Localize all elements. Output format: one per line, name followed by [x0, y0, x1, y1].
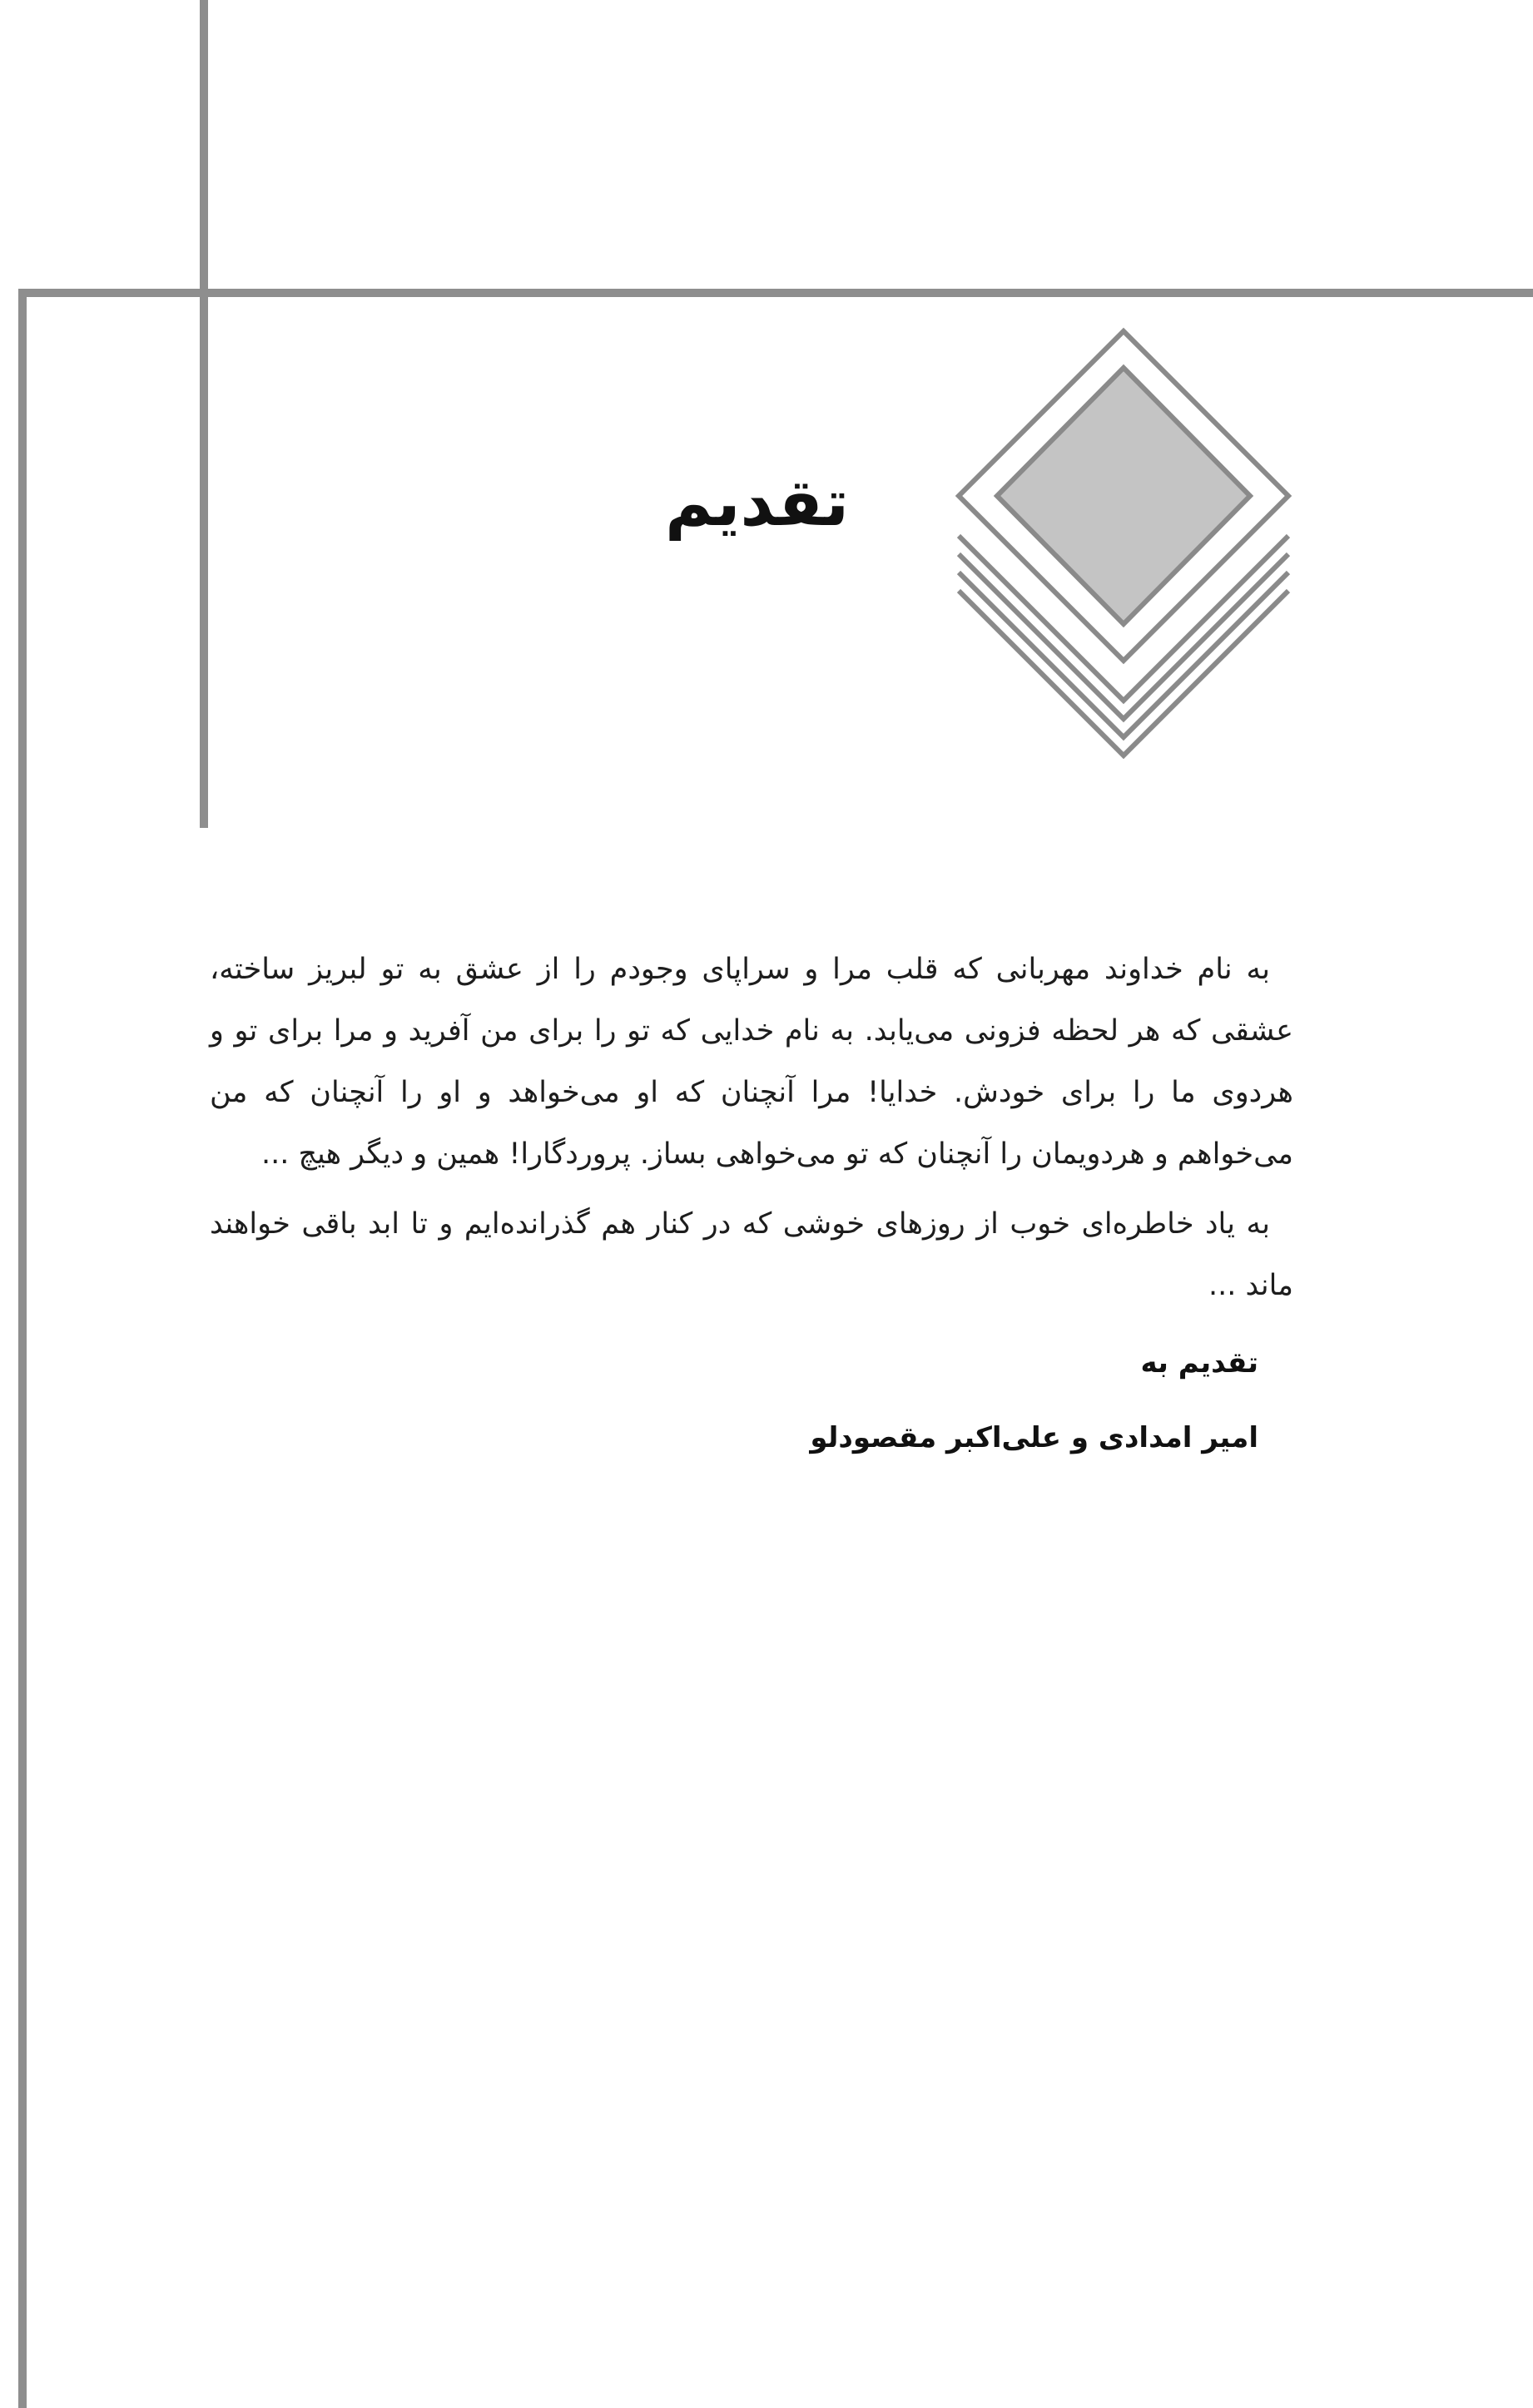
body-paragraph-1: به نام خداوند مهربانی که قلب مرا و سراپای وجودم را از عشق به تو لبریز ساخته، عشقی که هر لحظه فزونی می‌یابد. به نام خدایی که تو را برای من آفرید و مرا برای تو و هردوی ما را برای خودش. خدایا! مرا آنچنان که او می‌خواهد و او را آنچنان که من می‌خواهم و هردویمان را آنچنان که تو می‌خواهی بساز. پروردگارا! همین و دیگر هیچ ... — [210, 953, 1293, 1171]
body-paragraph-2: به یاد خاطره‌ای خوب از روزهای خوشی که در کنار هم گذرانده‌ایم و تا ابد باقی خواهند ماند ... — [210, 1207, 1293, 1302]
diamond-inner-filled — [997, 368, 1250, 624]
dedication-heading: تقدیم به — [1140, 1346, 1258, 1380]
dedication-block — [709, 1338, 1258, 1463]
dedication-body — [210, 939, 1293, 1325]
stacked-diamond-ornament — [949, 325, 1298, 766]
page-title: تقدیم — [665, 466, 849, 541]
dedication-names: امیر امدادی و علی‌اکبر مقصودلو — [810, 1421, 1258, 1454]
